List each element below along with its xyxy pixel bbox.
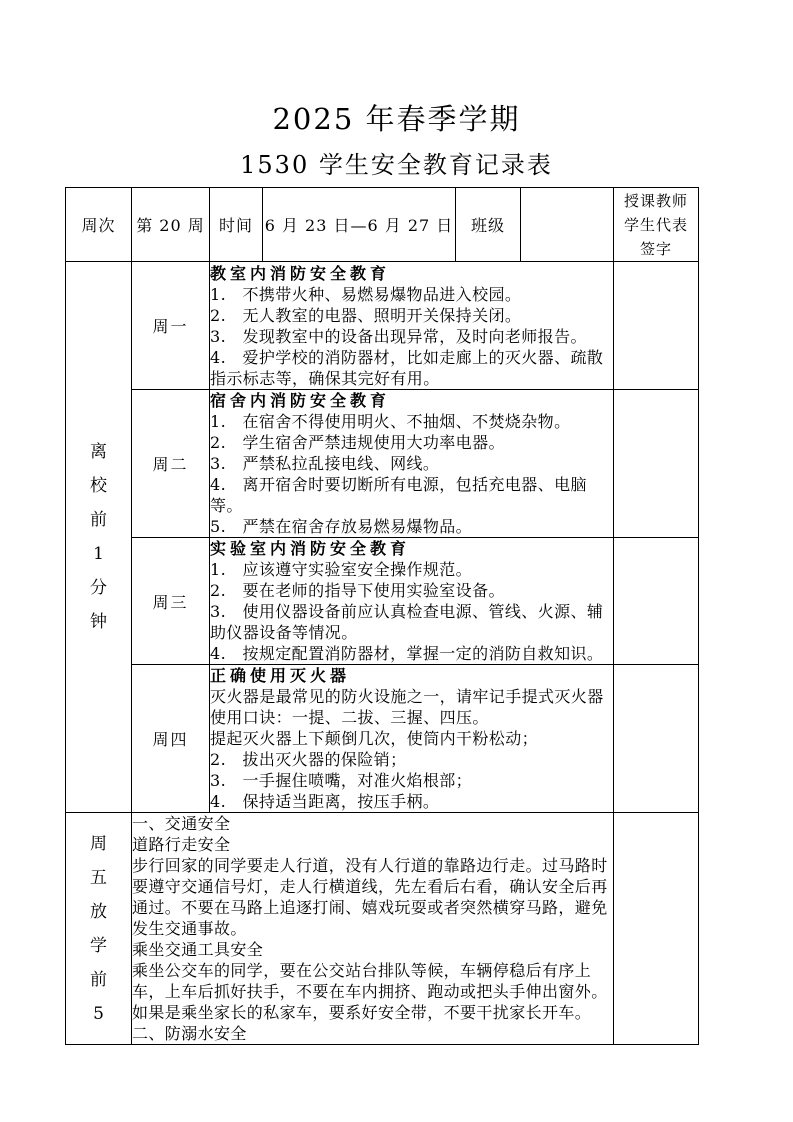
- class-label-cell: 班级: [456, 188, 521, 262]
- signature-header-line: 签字: [639, 239, 672, 258]
- section-label-friday-dismissal: [66, 813, 132, 1045]
- signature-header-line: 授课教师: [623, 191, 688, 210]
- table-row-tuesday: [66, 390, 699, 538]
- content-cell-wednesday: [210, 538, 614, 665]
- signature-header-line: 学生代表: [623, 215, 688, 234]
- vertical-label: 离 校 前 1 分 钟: [90, 442, 107, 632]
- content-line: 3. 严禁私拉乱接电线、网线。: [210, 454, 440, 473]
- content-cell-thursday: [210, 665, 614, 813]
- day-cell-monday: 周一: [132, 262, 210, 390]
- content-line: 3. 发现教室中的设备出现异常，及时向老师报告。: [210, 326, 587, 346]
- content-line: 1. 在宿舍不得使用明火、不抽烟、不焚烧杂物。: [210, 412, 571, 431]
- section-label-before-leaving: [66, 262, 132, 813]
- signature-header-cell: [614, 188, 699, 262]
- time-label-cell: 时间: [210, 188, 263, 262]
- table-header-row: [66, 188, 699, 262]
- signature-cell-friday[interactable]: [614, 813, 699, 1045]
- content-line: 道路行走安全: [132, 835, 231, 854]
- time-value-cell: 6 月 23 日—6 月 27 日: [263, 188, 456, 262]
- content-cell-tuesday: [210, 390, 614, 538]
- week-label-cell: 周次: [66, 188, 132, 262]
- content-line: 一、交通安全: [132, 814, 231, 833]
- content-heading: 实验室内消防安全教育: [210, 539, 411, 558]
- safety-record-table: [65, 187, 699, 1045]
- signature-cell-thursday[interactable]: [614, 665, 699, 813]
- signature-cell-monday[interactable]: [614, 262, 699, 390]
- class-value-cell[interactable]: [521, 188, 614, 262]
- content-heading: 正确使用灭火器: [210, 666, 351, 685]
- content-line: 1. 应该遵守实验室安全操作规范。: [210, 560, 473, 579]
- content-cell-friday: [132, 813, 614, 1045]
- content-line: 灭火器是最常见的防火设施之一，请牢记手提式灭火器使用口诀：一提、二拔、三握、四压。: [210, 687, 604, 727]
- table-row-wednesday: [66, 538, 699, 665]
- content-line: 3. 一手握住喷嘴，对准火焰根部；: [210, 771, 473, 790]
- content-line: 2. 要在老师的指导下使用实验室设备。: [210, 581, 505, 600]
- day-cell-tuesday: 周二: [132, 390, 210, 538]
- document-title: 2025 年春季学期: [272, 102, 521, 136]
- content-line: 步行回家的同学要走人行道，没有人行道的靠路边行走。过马路时要遵守交通信号灯，走人行横道线，先左看后右看，确认安全后再通过。不要在马路上追逐打闹、嬉戏玩耍或者突然横穿马路，避免发生交通事故。: [132, 856, 608, 938]
- signature-cell-wednesday[interactable]: [614, 538, 699, 665]
- content-line: 4. 按规定配置消防器材，掌握一定的消防自救知识。: [210, 644, 604, 663]
- table-row-thursday: [66, 665, 699, 813]
- table-row-monday: [66, 262, 699, 390]
- day-cell-thursday: 周四: [132, 665, 210, 813]
- content-line: 1. 不携带火种、易燃易爆物品进入校园。: [210, 284, 522, 304]
- day-cell-wednesday: 周三: [132, 538, 210, 665]
- content-heading: 宿舍内消防安全教育: [210, 391, 391, 410]
- signature-cell-tuesday[interactable]: [614, 390, 699, 538]
- document-subtitle: 1530 学生安全教育记录表: [240, 151, 553, 179]
- content-line: 2. 拔出灭火器的保险销；: [210, 750, 407, 769]
- table-row-friday: [66, 813, 699, 1045]
- vertical-label: 周 五 放 学 前 5: [90, 833, 107, 1024]
- content-line: 乘坐公交车的同学，要在公交站台排队等候，车辆停稳后有序上车，上车后抓好扶手，不要在车内拥挤、跑动或把头手伸出窗外。如果是乘坐家长的私家车，要系好安全带，不要干扰家长开车。: [132, 961, 608, 1022]
- content-line: 4. 离开宿舍时要切断所有电源，包括充电器、电脑等。: [210, 475, 587, 515]
- content-line: 乘坐交通工具安全: [132, 940, 264, 959]
- content-line: 二、防溺水安全: [132, 1024, 247, 1043]
- content-line: 5. 严禁在宿舍存放易燃易爆物品。: [210, 517, 473, 536]
- content-line: 提起灭火器上下颠倒几次，使筒内干粉松动；: [210, 729, 539, 748]
- week-value-cell: 第 20 周: [132, 188, 210, 262]
- content-line: 4. 爱护学校的消防器材，比如走廊上的灭火器、疏散指示标志等，确保其完好有用。: [210, 347, 604, 388]
- content-line: 4. 保持适当距离，按压手柄。: [210, 792, 440, 811]
- content-heading: 教室内消防安全教育: [210, 263, 391, 283]
- content-line: 2. 无人教室的电器、照明开关保持关闭。: [210, 305, 522, 325]
- content-cell-monday: [210, 262, 614, 390]
- content-line: 2. 学生宿舍严禁违规使用大功率电器。: [210, 433, 505, 452]
- content-line: 3. 使用仪器设备前应认真检查电源、管线、火源、辅助仪器设备等情况。: [210, 602, 604, 642]
